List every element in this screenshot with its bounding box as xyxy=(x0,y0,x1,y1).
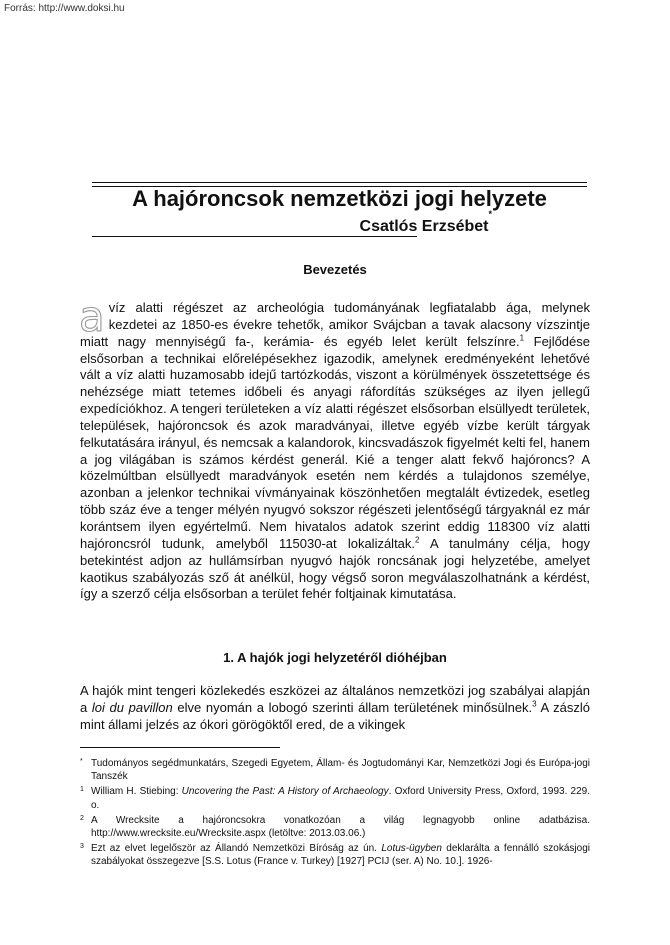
footnote-separator xyxy=(80,747,280,748)
intro-text-start: víz alatti régészet az archeológia tudományának legfiatalabb ága, melynek kezdetei az 1850-es évekre tehetők, amikor Svájcban a tavak alacsony vízszintje miatt nagy mennyiségű fa-, kerámia- és egyéb lelet került felszínre. xyxy=(80,300,590,349)
footnote-ref-1: 1 xyxy=(519,333,525,343)
footnote-mark: * xyxy=(80,758,83,765)
footnote-text: Tudományos segédmunkatárs, Szegedi Egyetem, Állam- és Jogtudományi Kar, Nemzetközi Jogi és Európa-jogi Tanszék xyxy=(91,758,590,783)
footnote-text: A Wrecksite a hajóroncsokra vonatkozóan a világ legnagyobb online adatbázisa. http://www.wrecksite.eu/Wrecksite.aspx (letöltve: 2013.03.06.) xyxy=(91,814,590,840)
author-name: Csatlós Erzsébet xyxy=(359,218,489,235)
author-rule xyxy=(92,236,417,237)
section-1-text-a: A hajók mint tengeri közlekedés eszközei az általános nemzetközi jog szabályai alapján a xyxy=(80,683,590,715)
section-heading-intro: Bevezetés xyxy=(303,262,367,277)
section-1-text-b: elve nyomán a lobogó szerinti állam területének minősülnek. xyxy=(172,699,533,715)
footnote-ref-2: 2 xyxy=(415,535,420,545)
page-title: A hajóroncsok nemzetközi jogi helyzete xyxy=(132,186,547,211)
intro-paragraph xyxy=(79,292,590,603)
footnotes xyxy=(80,757,590,871)
section-1-emphasis: loi du pavillon xyxy=(91,699,173,715)
source-note: Forrás: http://www.doksi.hu xyxy=(4,3,125,14)
section-1-text-c: A zászló mint állami jelzés az ókori görögöktől ered, de a vikingek xyxy=(80,699,590,732)
intro-text-end: A tanulmány célja, hogy betekintést adjon az hullámsírban nyugvó hajók roncsának jogi helyzetébe, amelyet kaotikus szabályozás sző át anélkül, hogy végső soron megválaszolhatnánk a kérdést, így a szerző célja elsősorban a terület fehér foltjainak kimutatása. xyxy=(80,535,590,602)
footnote-book-title: Uncovering the Past: A History of Archaeology xyxy=(181,786,389,798)
footnote-item xyxy=(80,785,590,811)
author-line xyxy=(92,209,587,236)
footnote-mark: 1 xyxy=(80,786,84,794)
dropcap-letter: a xyxy=(79,292,105,341)
footnote-text-pre: William H. Stiebing: xyxy=(91,786,182,798)
title-rule-upper xyxy=(92,182,587,183)
footnote-text-post: . Oxford University Press, Oxford, 1993. 229. o. xyxy=(91,786,590,811)
footnote-case-name: Lotus-ügyben xyxy=(381,843,442,855)
footnote-text-post: deklarálta a fennálló szokásjogi szabályokat összegezve [S.S. Lotus (France v. Turkey) [1927] PCIJ (ser. A) No. 10.]. 1926- xyxy=(91,843,590,868)
intro-text-mid: Fejlődése elsősorban a technikai előrelépésekhez igazodik, amelynek eredményeként lehetővé vált a víz alatti huzamosabb idejű tartózkodás, viszont a körülmények összetettsége és nehézsége miatt tetemes időbeli és anyagi ráfordítás szükséges az ilyen jellegű expedíciókhoz. A tengeri területeken a víz alatti régészet elsősorban elsüllyedt területek, települések, hajóroncsok és azok maradványai, illetve egyéb vízbe került tárgyak felkutatására irányul, és nemcsak a kalandorok, kincsvadászok figyelmét kelti fel, hanem a jog világában is számos kérdést generál. Kié a tenger alatt fekvő hajóroncs? A közelmúltban elsüllyedt maradványok esetén nem kérdés a tulajdonos személye, azonban a jelenkor technikai vívmányainak köszönhetően megtalált évtizedek, esetleg több száz éve a tenger mélyén nyugvó sokszor régészeti jelentőségű tárgyaknál ez már korántsem ilyen egyértelmű. Nem hivatalos adatok szerint eddig 118300 víz alatti hajóroncsról tudunk, amelyből 115030-at lokalizáltak. xyxy=(80,333,590,551)
footnote-item xyxy=(80,757,590,783)
footnote-mark: 2 xyxy=(80,814,84,822)
footnote-item xyxy=(80,842,590,868)
author-footnote-mark: * xyxy=(488,209,492,219)
footnote-item xyxy=(80,814,590,840)
footnote-mark: 3 xyxy=(80,843,84,851)
section-heading-1: 1. A hajók jogi helyzetéről dióhéjban xyxy=(223,650,447,665)
footnote-text-pre: Ezt az elvet legelőször az Állandó Nemzetközi Bíróság az ún. xyxy=(91,843,382,855)
section-1-paragraph xyxy=(80,683,590,734)
footnote-ref-3: 3 xyxy=(532,699,537,709)
